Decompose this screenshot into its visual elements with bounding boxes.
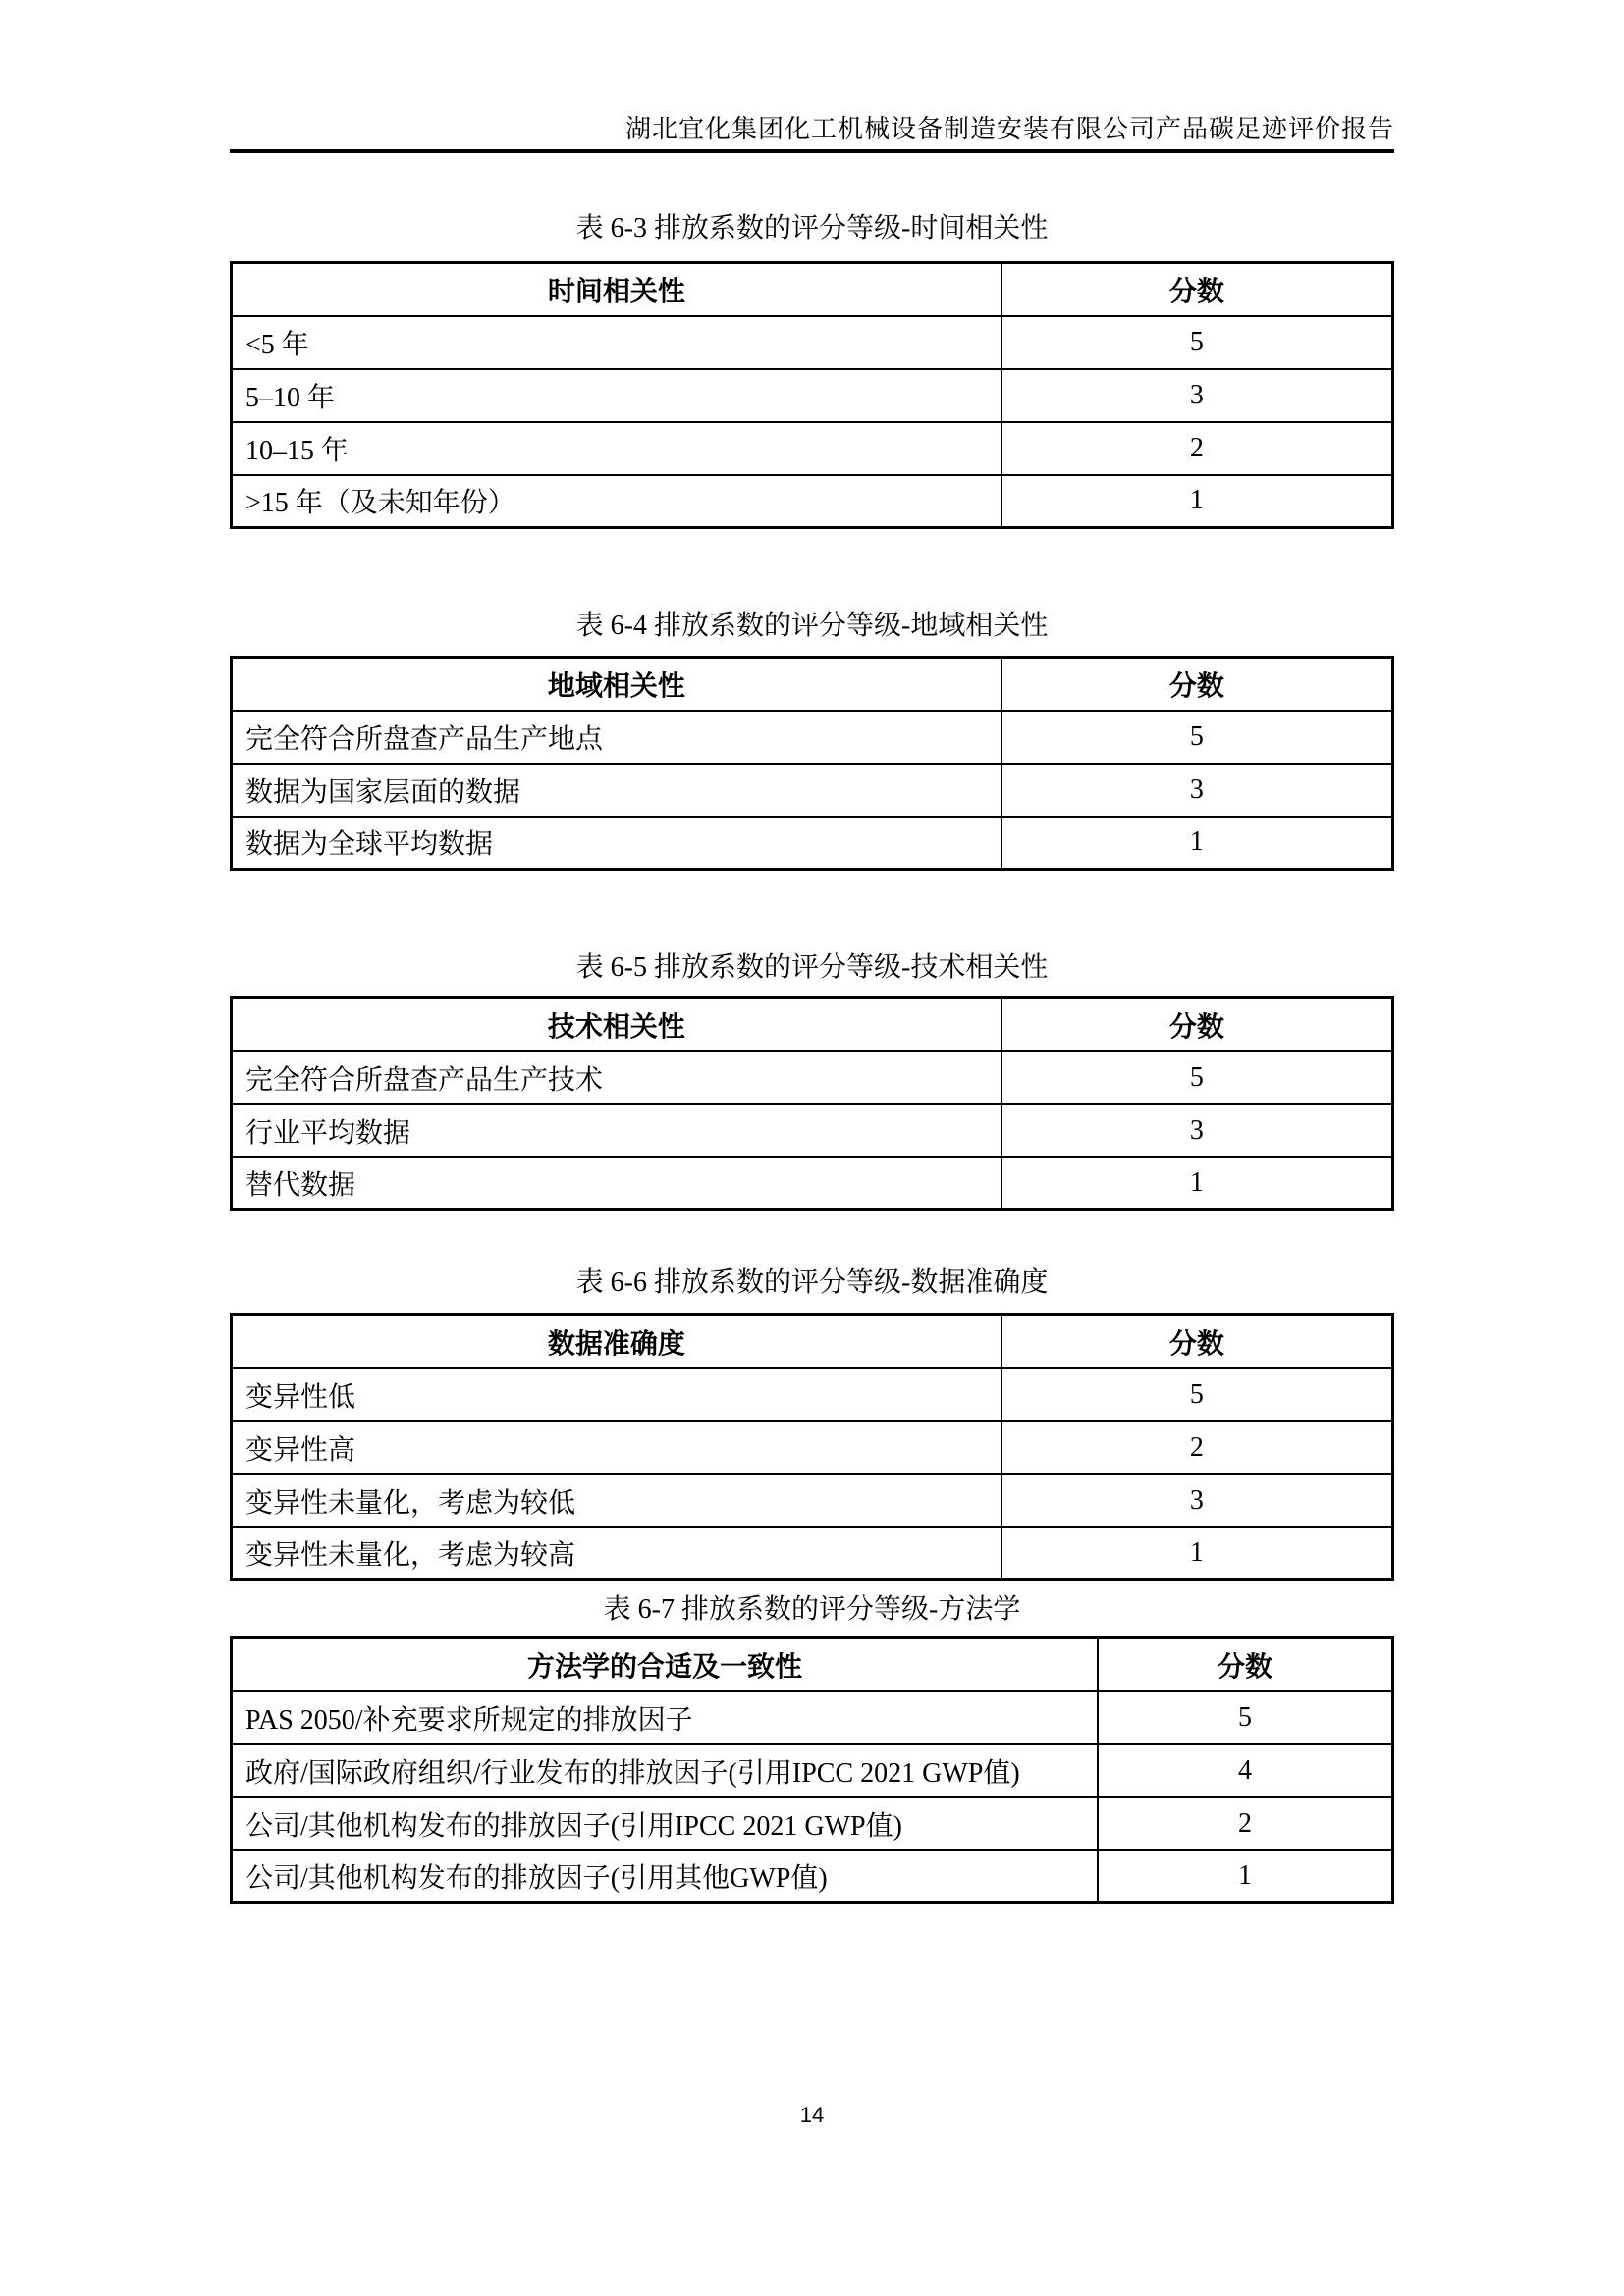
score-cell: 5 <box>1001 316 1393 369</box>
table-header-row <box>232 1638 1393 1691</box>
score-cell: 1 <box>1001 1157 1393 1210</box>
score-cell: 1 <box>1001 817 1393 870</box>
criterion-cell: 公司/其他机构发布的排放因子(引用IPCC 2021 GWP值) <box>232 1797 1099 1850</box>
criterion-cell: 5–10 年 <box>232 369 1001 422</box>
column-header-score: 分数 <box>1098 1638 1392 1691</box>
table-title: 表 6-7 排放系数的评分等级-方法学 <box>603 1594 1021 1625</box>
score-cell: 3 <box>1001 1474 1393 1527</box>
column-header-criterion: 数据准确度 <box>232 1315 1001 1368</box>
criterion-cell: 变异性未量化，考虑为较高 <box>232 1527 1001 1580</box>
criterion-cell: <5 年 <box>232 316 1001 369</box>
criterion-cell: 数据为全球平均数据 <box>232 817 1001 870</box>
table-title: 表 6-3 排放系数的评分等级-时间相关性 <box>575 213 1049 243</box>
score-cell: 3 <box>1001 1104 1393 1157</box>
criterion-cell: 变异性高 <box>232 1421 1001 1474</box>
rating-table-data-accuracy <box>230 1313 1394 1581</box>
column-header-criterion: 方法学的合适及一致性 <box>232 1638 1099 1691</box>
table-row <box>232 1691 1393 1744</box>
table-row <box>232 475 1393 528</box>
table-section-methodology <box>230 1591 1394 1904</box>
table-row <box>232 1797 1393 1850</box>
score-cell: 3 <box>1001 764 1393 817</box>
rating-table-technology-relevance <box>230 996 1394 1211</box>
rating-table-time-relevance <box>230 261 1394 529</box>
score-cell: 1 <box>1001 1527 1393 1580</box>
table-row <box>232 711 1393 764</box>
table-row <box>232 1474 1393 1527</box>
criterion-cell: 替代数据 <box>232 1157 1001 1210</box>
score-cell: 4 <box>1098 1744 1392 1797</box>
table-title: 表 6-5 排放系数的评分等级-技术相关性 <box>575 952 1049 983</box>
criterion-cell: 公司/其他机构发布的排放因子(引用其他GWP值) <box>232 1850 1099 1903</box>
page-header <box>230 0 1394 153</box>
table-row <box>232 1744 1393 1797</box>
column-header-score: 分数 <box>1001 263 1393 316</box>
column-header-score: 分数 <box>1001 998 1393 1051</box>
column-header-score: 分数 <box>1001 658 1393 711</box>
page-content <box>230 0 1394 1904</box>
rating-table-methodology <box>230 1636 1394 1904</box>
score-cell: 5 <box>1001 711 1393 764</box>
column-header-score: 分数 <box>1001 1315 1393 1368</box>
rating-table-geographic-relevance <box>230 656 1394 871</box>
score-cell: 1 <box>1001 475 1393 528</box>
column-header-criterion: 技术相关性 <box>232 998 1001 1051</box>
table-row <box>232 1157 1393 1210</box>
score-cell: 5 <box>1001 1368 1393 1421</box>
score-cell: 2 <box>1001 1421 1393 1474</box>
score-cell: 2 <box>1001 422 1393 475</box>
score-cell: 1 <box>1098 1850 1392 1903</box>
column-header-criterion: 时间相关性 <box>232 263 1001 316</box>
table-header-row <box>232 1315 1393 1368</box>
score-cell: 5 <box>1001 1051 1393 1104</box>
table-header-row <box>232 658 1393 711</box>
table-row <box>232 422 1393 475</box>
table-section-geographic-relevance <box>230 608 1394 871</box>
criterion-cell: >15 年（及未知年份） <box>232 475 1001 528</box>
table-row <box>232 1104 1393 1157</box>
criterion-cell: 数据为国家层面的数据 <box>232 764 1001 817</box>
table-header-row <box>232 263 1393 316</box>
page-number: 14 <box>799 2103 825 2127</box>
criterion-cell: 10–15 年 <box>232 422 1001 475</box>
table-row <box>232 817 1393 870</box>
score-cell: 5 <box>1098 1691 1392 1744</box>
table-row <box>232 764 1393 817</box>
table-row <box>232 1850 1393 1903</box>
table-row <box>232 316 1393 369</box>
table-section-data-accuracy <box>230 1264 1394 1581</box>
page-header-title: 湖北宜化集团化工机械设备制造安装有限公司产品碳足迹评价报告 <box>624 115 1394 143</box>
score-cell: 3 <box>1001 369 1393 422</box>
table-header-row <box>232 998 1393 1051</box>
criterion-cell: 完全符合所盘查产品生产地点 <box>232 711 1001 764</box>
table-section-time-relevance <box>230 210 1394 529</box>
score-cell: 2 <box>1098 1797 1392 1850</box>
criterion-cell: 政府/国际政府组织/行业发布的排放因子(引用IPCC 2021 GWP值) <box>232 1744 1099 1797</box>
criterion-cell: 变异性低 <box>232 1368 1001 1421</box>
criterion-cell: PAS 2050/补充要求所规定的排放因子 <box>232 1691 1099 1744</box>
table-title: 表 6-4 排放系数的评分等级-地域相关性 <box>575 611 1049 641</box>
criterion-cell: 完全符合所盘查产品生产技术 <box>232 1051 1001 1104</box>
criterion-cell: 行业平均数据 <box>232 1104 1001 1157</box>
table-row <box>232 369 1393 422</box>
table-section-technology-relevance <box>230 949 1394 1211</box>
table-title: 表 6-6 排放系数的评分等级-数据准确度 <box>575 1267 1049 1298</box>
table-row <box>232 1368 1393 1421</box>
column-header-criterion: 地域相关性 <box>232 658 1001 711</box>
criterion-cell: 变异性未量化，考虑为较低 <box>232 1474 1001 1527</box>
table-row <box>232 1051 1393 1104</box>
table-row <box>232 1421 1393 1474</box>
table-row <box>232 1527 1393 1580</box>
